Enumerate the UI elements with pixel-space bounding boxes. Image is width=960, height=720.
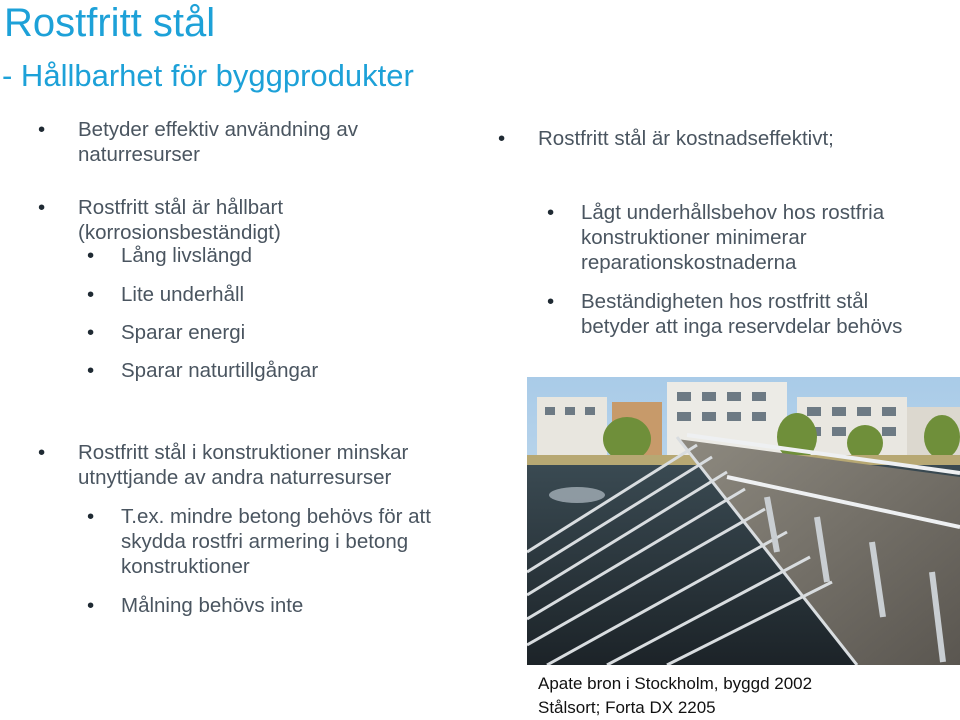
- sub-bullet-less-concrete: [121, 504, 501, 579]
- right-sub-bullet-list: [581, 200, 956, 339]
- bridge-photo: [527, 377, 960, 665]
- bullet-resource-efficiency: [78, 117, 428, 167]
- sub-bullet-saves-energy: [121, 320, 421, 345]
- slide-title: Rostfritt stål: [4, 1, 216, 45]
- bullet-text: Beständigheten hos rostfritt stål betyder att inga reservdelar behövs: [581, 290, 903, 338]
- left-bullet-list: [78, 117, 448, 245]
- bullet-text: Lite underhåll: [121, 283, 245, 306]
- bullet-text: Rostfritt stål i konstruktioner minskar utnyttjande av andra naturresurser: [78, 441, 409, 489]
- right-bullet-list: [538, 126, 958, 151]
- caption-line-1: Apate bron i Stockholm, byggd 2002: [538, 674, 813, 693]
- bottom-sub-bullet-list: [121, 504, 501, 618]
- bullet-text: Rostfritt stål är kostnadseffektivt;: [538, 127, 834, 150]
- caption-line-2: Stålsort; Forta DX 2205: [538, 698, 716, 717]
- bottom-bullet-list: [78, 440, 498, 490]
- left-sub-bullet-list: [121, 243, 421, 383]
- bullet-text: Lågt underhållsbehov hos rostfria konstruktioner minimerar reparationskostnaderna: [581, 201, 885, 274]
- bullet-reduces-resource-use: [78, 440, 498, 490]
- sub-bullet-low-maintenance-cost: [581, 200, 956, 275]
- bullet-durable: [78, 195, 378, 245]
- bullet-text: Lång livslängd: [121, 244, 253, 267]
- bullet-cost-effective: [538, 126, 958, 151]
- sub-bullet-no-spare-parts: [581, 289, 911, 339]
- sub-bullet-no-painting: [121, 593, 501, 618]
- bullet-text: Sparar naturtillgångar: [121, 359, 319, 382]
- bridge-photo-illustration: [527, 377, 960, 665]
- slide-subtitle: - Hållbarhet för byggprodukter: [2, 58, 414, 93]
- bullet-text: Sparar energi: [121, 321, 246, 344]
- sub-bullet-long-life: [121, 243, 421, 268]
- bullet-text: Målning behövs inte: [121, 594, 304, 617]
- bullet-text: Betyder effektiv användning av naturresurser: [78, 118, 358, 166]
- bullet-text: T.ex. mindre betong behövs för att skydda rostfri armering i betong konstruktioner: [121, 505, 431, 578]
- bullet-text: Rostfritt stål är hållbart (korrosionsbeständigt): [78, 196, 284, 244]
- sub-bullet-low-maintenance: [121, 282, 421, 307]
- sub-bullet-saves-resources: [121, 358, 421, 383]
- photo-caption: [538, 672, 812, 720]
